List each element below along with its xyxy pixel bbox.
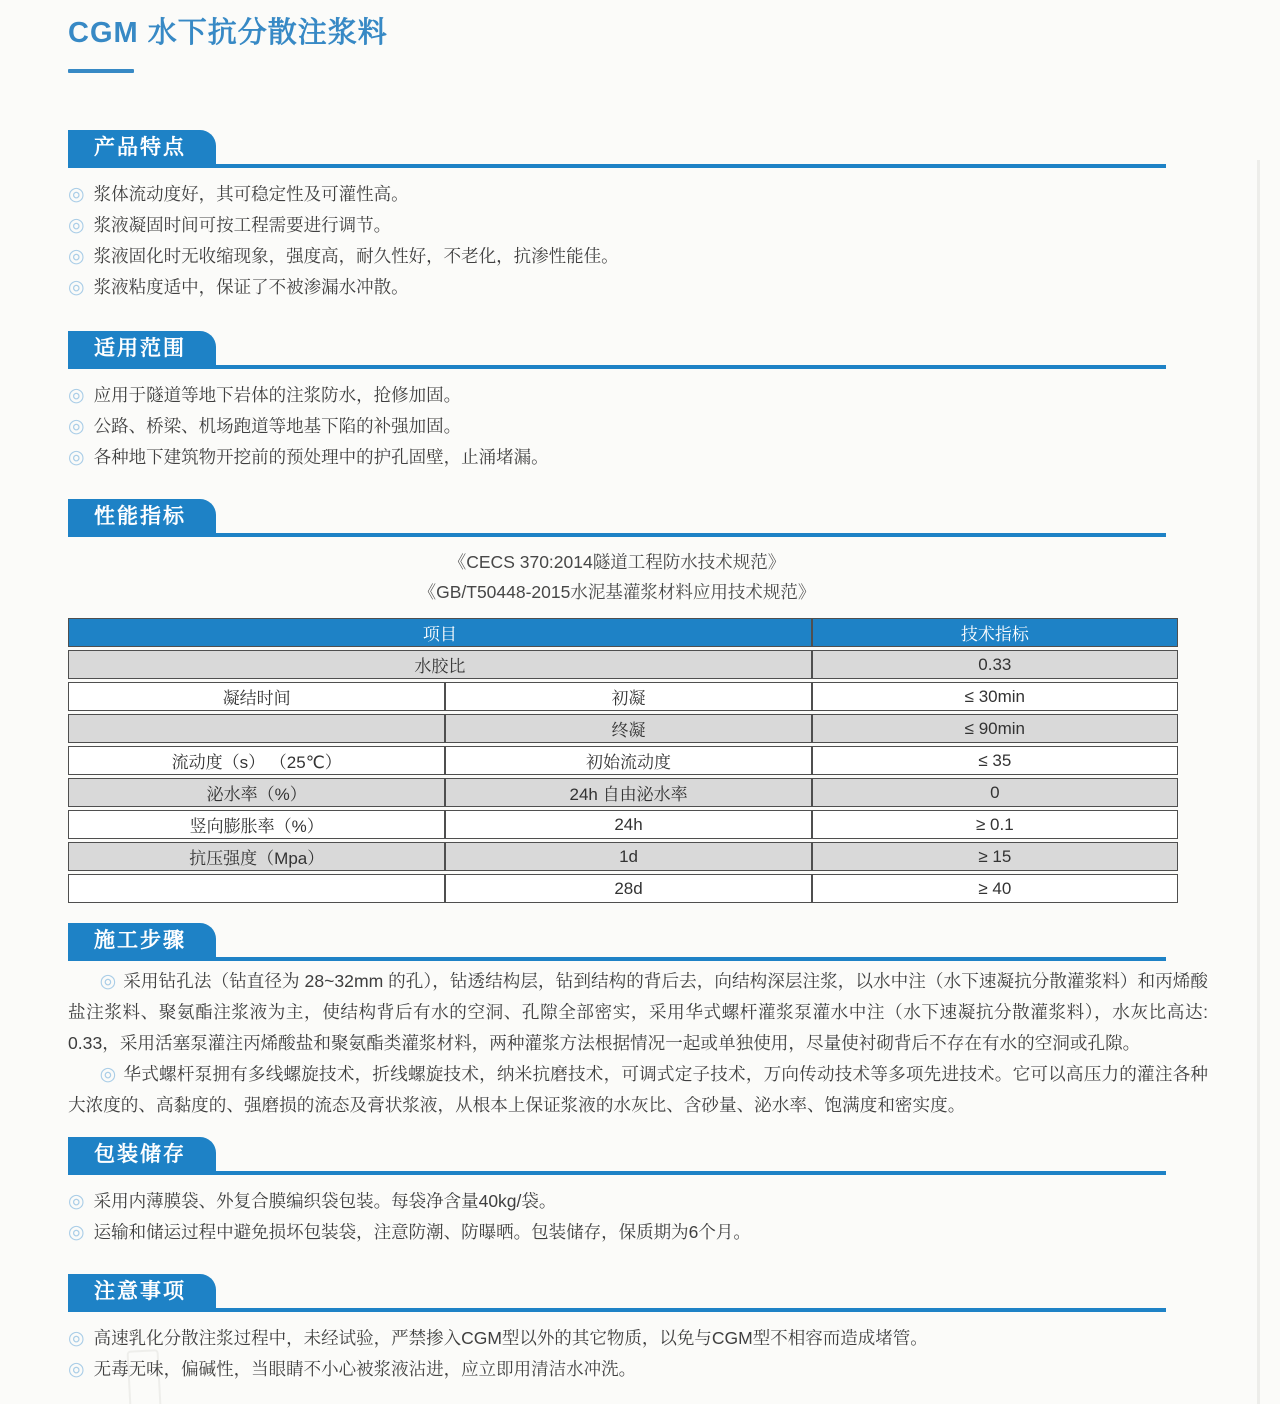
table-row [68, 714, 1178, 743]
bullet-text: 浆液粘度适中，保证了不被渗漏水冲散。 [93, 277, 409, 297]
page-title: CGM 水下抗分散注浆料 [68, 17, 388, 49]
cell-item [68, 714, 445, 743]
paragraph-text: 华式螺杆泵拥有多线螺旋技术，折线螺旋技术，纳米抗磨技术，可调式定子技术，万向传动技术等多项先进技术。它可以高压力的灌注各种大浓度的、高黏度的、强磨损的流态及膏状浆液，从根本上保证浆液的水灰比、含砂量、泌水率、饱满度和密实度。 [68, 1064, 1208, 1115]
bullet-text: 高速乳化分散注浆过程中，未经试验，严禁掺入CGM型以外的其它物质，以免与CGM型不相容而造成堵管。 [93, 1328, 928, 1348]
section-header-notes [68, 1274, 1166, 1312]
bullseye-bullet-icon: ◎ [68, 184, 85, 205]
bullseye-bullet-icon: ◎ [68, 1222, 85, 1243]
bullseye-bullet-icon: ◎ [68, 1191, 85, 1212]
cell-item: 水胶比 [68, 650, 812, 679]
cell-sub: 初始流动度 [445, 746, 811, 775]
table-row [68, 874, 1178, 903]
cell-value: ≥ 40 [812, 874, 1178, 903]
table-row [68, 778, 1178, 807]
cell-item: 竖向膨胀率（%） [68, 810, 445, 839]
cell-value: ≤ 35 [812, 746, 1178, 775]
bullet-text: 各种地下建筑物开挖前的预处理中的护孔固壁，止涌堵漏。 [93, 447, 549, 467]
bullseye-bullet-icon: ◎ [68, 447, 85, 468]
performance-table [68, 615, 1178, 906]
bullseye-bullet-icon: ◎ [68, 385, 85, 406]
bullseye-bullet-icon: ◎ [68, 246, 85, 267]
section-tab-scope: 适用范围 [68, 331, 216, 365]
section-tab-packaging: 包装储存 [68, 1137, 216, 1171]
list-item [68, 272, 1166, 303]
standards-block [68, 547, 1166, 607]
cell-sub: 28d [445, 874, 811, 903]
column-header-index: 技术指标 [812, 618, 1178, 647]
bullseye-bullet-icon: ◎ [68, 277, 85, 298]
cell-item [68, 874, 445, 903]
table-row [68, 746, 1178, 775]
cell-sub: 初凝 [445, 682, 811, 711]
section-tab-notes: 注意事项 [68, 1274, 216, 1308]
step-paragraph [68, 1059, 1208, 1121]
section-header-scope [68, 331, 1166, 369]
steps-paragraphs [68, 966, 1208, 1121]
standard-reference: 《GB/T50448-2015水泥基灌浆材料应用技术规范》 [418, 582, 816, 602]
bullet-text: 公路、桥梁、机场跑道等地基下陷的补强加固。 [93, 416, 462, 436]
table-row [68, 650, 1178, 679]
features-bullet-list [68, 179, 1166, 303]
cell-sub: 终凝 [445, 714, 811, 743]
list-item [68, 210, 1166, 241]
packaging-bullet-list [68, 1186, 1166, 1248]
cell-item: 流动度（s） （25℃） [68, 746, 445, 775]
list-item [68, 179, 1166, 210]
section-header-performance [68, 499, 1166, 537]
cell-value: ≤ 30min [812, 682, 1178, 711]
bullseye-bullet-icon: ◎ [99, 1064, 117, 1085]
notes-bullet-list [68, 1323, 1166, 1385]
scope-bullet-list [68, 380, 1166, 473]
list-item [68, 442, 1166, 473]
bullseye-bullet-icon: ◎ [68, 1328, 85, 1349]
step-paragraph [68, 966, 1208, 1059]
bullet-text: 无毒无味，偏碱性，当眼睛不小心被浆液沾进，应立即用清洁水冲洗。 [93, 1359, 637, 1379]
cell-sub: 24h [445, 810, 811, 839]
table-row [68, 810, 1178, 839]
cell-value: ≤ 90min [812, 714, 1178, 743]
section-tab-performance: 性能指标 [68, 499, 216, 533]
bullseye-bullet-icon: ◎ [68, 416, 85, 437]
bullet-text: 应用于隧道等地下岩体的注浆防水，抢修加固。 [93, 385, 462, 405]
bullet-text: 浆液凝固时间可按工程需要进行调节。 [93, 215, 392, 235]
column-header-item: 项目 [68, 618, 812, 647]
list-item [68, 1217, 1166, 1248]
list-item [68, 241, 1166, 272]
section-tab-features: 产品特点 [68, 130, 216, 164]
bullseye-bullet-icon: ◎ [99, 971, 117, 992]
bullet-text: 浆体流动度好，其可稳定性及可灌性高。 [93, 184, 409, 204]
list-item [68, 1323, 1166, 1354]
cell-value: ≥ 0.1 [812, 810, 1178, 839]
cell-sub: 24h 自由泌水率 [445, 778, 811, 807]
standard-reference: 《CECS 370:2014隧道工程防水技术规范》 [448, 552, 786, 572]
cell-value: 0 [812, 778, 1178, 807]
table-row [68, 842, 1178, 871]
cell-item: 抗压强度（Mpa） [68, 842, 445, 871]
paragraph-text: 采用钻孔法（钻直径为 28~32mm 的孔），钻透结构层，钻到结构的背后去，向结构深层注浆，以水中注（水下速凝抗分散灌浆料）和丙烯酸盐注浆料、聚氨酯注浆液为主，使结构背后有水的空洞、孔隙全部密实，采用华式螺杆灌浆泵灌水中注（水下速凝抗分散灌浆料），水灰比高达: 0.33，采用活塞泵灌注丙烯酸盐和聚氨酯类灌浆材料，两种灌浆方法根据情况一起或单独使用，尽量使衬砌背后不存在有水的空洞或孔隙。 [68, 971, 1208, 1053]
title-underline [68, 69, 134, 73]
list-item [68, 1186, 1166, 1217]
bullseye-bullet-icon: ◎ [68, 215, 85, 236]
cell-value: 0.33 [812, 650, 1178, 679]
content-column [68, 0, 1208, 1385]
cell-item: 泌水率（%） [68, 778, 445, 807]
bullet-text: 采用内薄膜袋、外复合膜编织袋包装。每袋净含量40kg/袋。 [93, 1191, 557, 1211]
cell-item: 凝结时间 [68, 682, 445, 711]
section-header-steps [68, 923, 1166, 961]
table-header-row [68, 618, 1178, 647]
list-item [68, 1354, 1166, 1385]
cell-value: ≥ 15 [812, 842, 1178, 871]
bullseye-bullet-icon: ◎ [68, 1359, 85, 1380]
section-header-features [68, 130, 1166, 168]
section-tab-steps: 施工步骤 [68, 923, 216, 957]
section-header-packaging [68, 1137, 1166, 1175]
bullet-text: 浆液固化时无收缩现象，强度高，耐久性好，不老化，抗渗性能佳。 [93, 246, 619, 266]
list-item [68, 411, 1166, 442]
scan-edge-artifact [1257, 160, 1260, 1404]
table-row [68, 682, 1178, 711]
cell-sub: 1d [445, 842, 811, 871]
bullet-text: 运输和储运过程中避免损坏包装袋，注意防潮、防曝晒。包装储存，保质期为6个月。 [93, 1222, 751, 1242]
list-item [68, 380, 1166, 411]
